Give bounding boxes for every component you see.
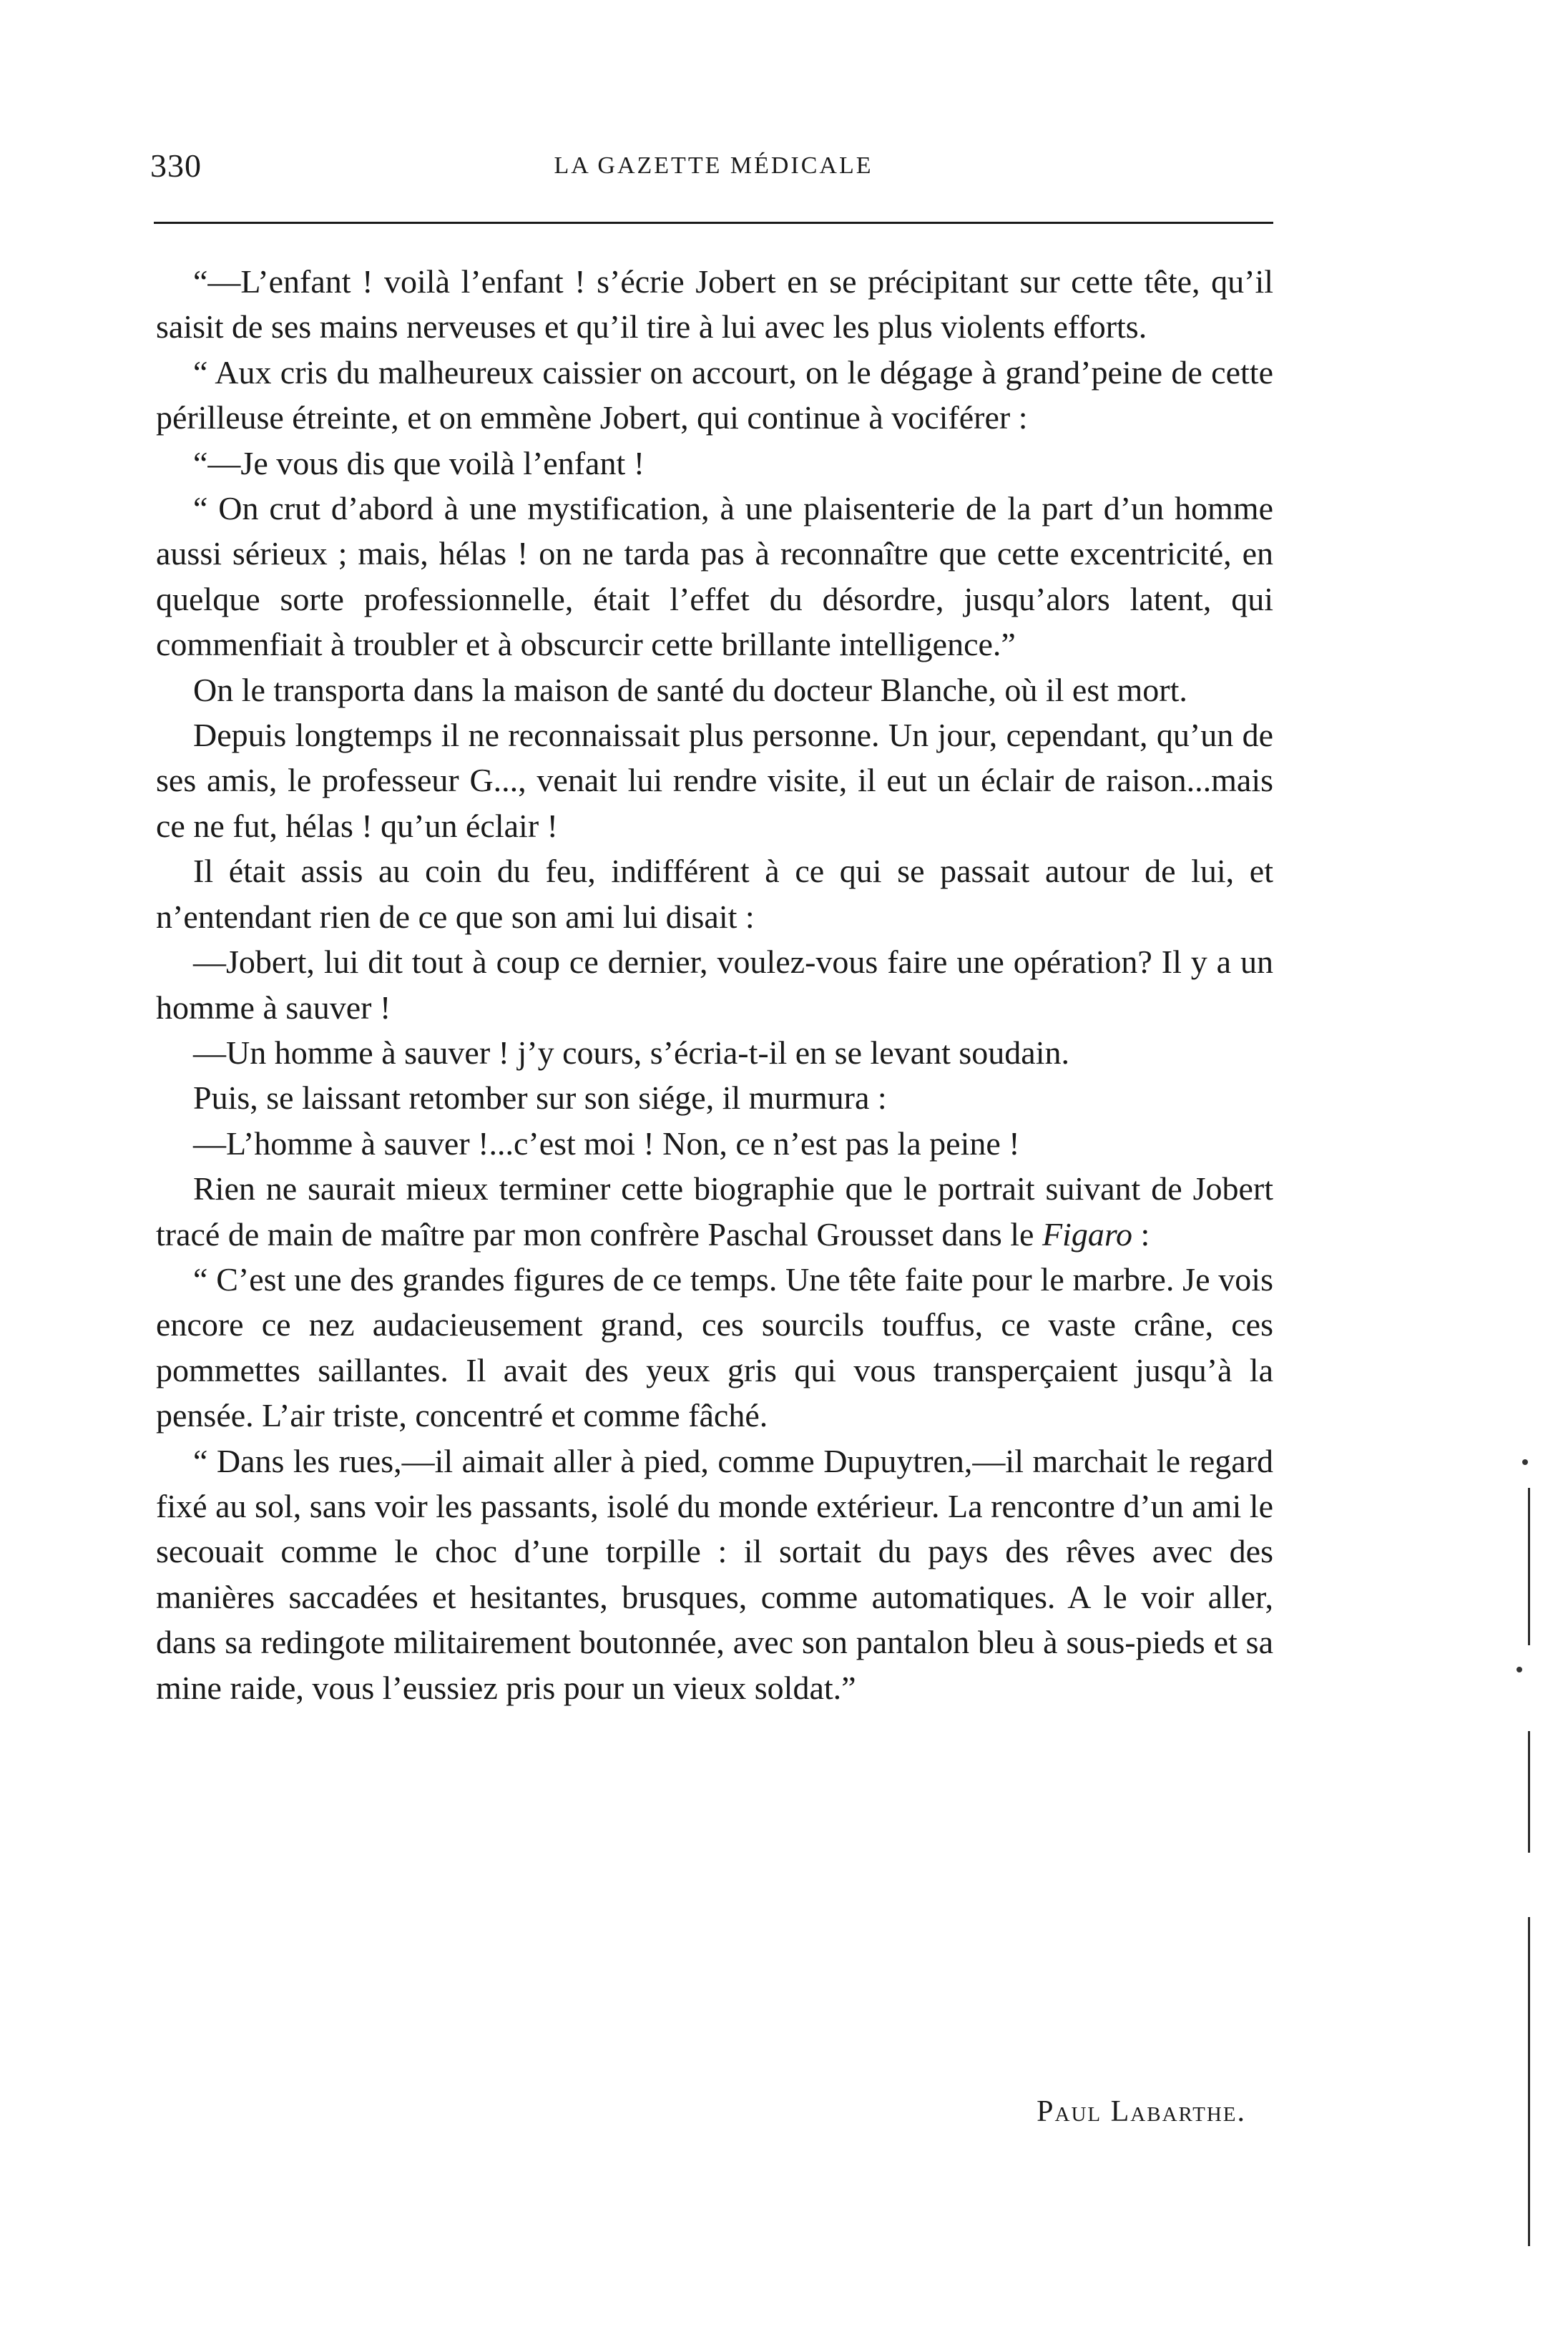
paragraph: Puis, se laissant retomber sur son siége, il murmura : [193, 1079, 887, 1117]
figaro-paragraph [156, 1166, 1273, 1257]
paragraph: On le transporta dans la maison de santé du docteur Blanche, où il est mort. [193, 671, 1187, 708]
paragraph: —Jobert, lui dit tout à coup ce dernier, voulez-vous faire une opération? Il y a un homme à sauver ! [156, 944, 1273, 1026]
paragraph: Il était assis au coin du feu, indifférent à ce qui se passait autour de lui, et n’entendant rien de ce que son ami lui disait : [156, 853, 1273, 935]
paragraph: “—Je vous dis que voilà l’enfant ! [193, 444, 645, 481]
page-number: 330 [150, 147, 202, 184]
margin-line [1528, 1731, 1530, 1853]
margin-dot [1522, 1459, 1528, 1465]
quote-paragraph: “ C’est une des grandes figures de ce temps. Une tête faite pour le marbre. Je vois encore ce nez audacieusement grand, ces sourcils touffus, ce vaste crâne, ces pommettes saillantes. Il avait des yeux gris qui vous transperçaient jusqu’à la pensée. L’air triste, concentré et comme fâché. [156, 1260, 1273, 1434]
paragraph: —L’homme à sauver !...c’est moi ! Non, ce n’est pas la peine ! [193, 1124, 1020, 1162]
author-signature: Paul Labarthe. [1037, 2095, 1246, 2128]
header-rule [154, 222, 1273, 224]
paragraph: —Un homme à sauver ! j’y cours, s’écria-t-il en se levant soudain. [193, 1034, 1069, 1071]
figaro-text-after: : [1132, 1215, 1150, 1253]
paragraph: Depuis longtemps il ne reconnaissait plus personne. Un jour, cependant, qu’un de ses amis, le professeur G..., venait lui rendre visite, il eut un éclair de raison...mais ce ne fut, hélas ! qu’un éclair ! [156, 717, 1273, 844]
paragraph: “ Aux cris du malheureux caissier on accourt, on le dégage à grand’peine de cette périlleuse étreinte, et on emmène Jobert, qui continue à vociférer : [156, 353, 1273, 436]
page-header [150, 147, 1277, 190]
body-text [156, 259, 1273, 1710]
margin-dot [1516, 1667, 1522, 1672]
running-title: LA GAZETTE MÉDICALE [554, 152, 873, 179]
margin-line [1528, 1488, 1530, 1645]
figaro-text-before: Rien ne saurait mieux terminer cette biographie que le portrait suivant de Jobert tracé de main de maître par mon confrère Paschal Grousset dans le [156, 1170, 1273, 1253]
paragraph: “—L’enfant ! voilà l’enfant ! s’écrie Jobert en se précipitant sur cette tête, qu’il saisit de ses mains nerveuses et qu’il tire à lui avec les plus violents efforts. [156, 263, 1273, 346]
margin-binding-marks [1516, 1459, 1545, 2246]
margin-line [1528, 1917, 1530, 2246]
paragraph: “ On crut d’abord à une mystification, à une plaisenterie de la part d’un homme aussi sérieux ; mais, hélas ! on ne tarda pas à reconnaître que cette excentricité, en quelque sorte professionnelle, était l’effet du désordre, jusqu’alors latent, qui commenfiait à troubler et à obscurcir cette brillante intelligence.” [156, 490, 1273, 663]
quote-paragraph: “ Dans les rues,—il aimait aller à pied, comme Dupuytren,—il marchait le regard fixé au sol, sans voir les passants, isolé du monde extérieur. La rencontre d’un ami le secouait comme le choc d’une torpille : il sortait du pays des rêves avec des manières saccadées et hesitantes, brusques, comme automatiques. A le voir aller, dans sa redingote militairement boutonnée, avec son pantalon bleu à sous-pieds et sa mine raide, vous l’eussiez pris pour un vieux soldat.” [156, 1442, 1273, 1706]
figaro-title: Figaro [1042, 1215, 1133, 1253]
